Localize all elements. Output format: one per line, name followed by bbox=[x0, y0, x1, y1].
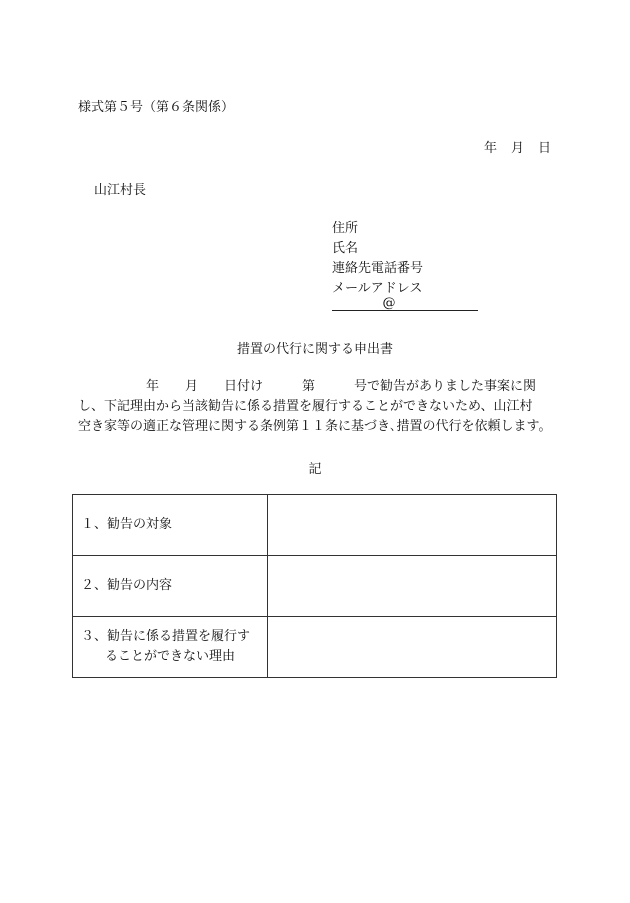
row-label-reason bbox=[73, 617, 268, 678]
address-label: 住所 bbox=[332, 221, 359, 236]
document-title: 措置の代行に関する申出書 bbox=[236, 342, 393, 357]
table-row bbox=[73, 617, 557, 678]
phone-label: 連絡先電話番号 bbox=[332, 261, 424, 276]
row-label-reason-line-1: ３、勧告に係る措置を履行す bbox=[81, 629, 251, 644]
email-field[interactable] bbox=[332, 296, 478, 311]
row-value-content[interactable] bbox=[268, 556, 557, 617]
request-body bbox=[78, 377, 556, 437]
email-label: メールアドレス bbox=[332, 281, 423, 296]
body-line-1: 年 月 日付け 第 号で勧告がありました事案に関 bbox=[146, 379, 537, 394]
ki-heading: 記 bbox=[308, 462, 322, 477]
table-row bbox=[73, 556, 557, 617]
body-line-2: し、下記理由から当該勧告に係る措置を履行することができないため、山江村 bbox=[78, 399, 533, 414]
row-label-target: １、勧告の対象 bbox=[73, 495, 268, 556]
row-value-reason[interactable] bbox=[268, 617, 557, 678]
email-at-sign: @ bbox=[382, 296, 396, 311]
table-row bbox=[73, 495, 557, 556]
date-day: 日 bbox=[538, 141, 552, 156]
date-month: 月 bbox=[511, 141, 525, 156]
details-table bbox=[72, 494, 557, 678]
date-year: 年 bbox=[484, 141, 498, 156]
row-value-target[interactable] bbox=[268, 495, 557, 556]
body-line-3: 空き家等の適正な管理に関する条例第１１条に基づき､措置の代行を依頼します。 bbox=[78, 419, 552, 434]
row-label-content: ２、勧告の内容 bbox=[73, 556, 268, 617]
name-label: 氏名 bbox=[332, 241, 359, 256]
addressee: 山江村長 bbox=[94, 183, 147, 198]
submission-date bbox=[484, 137, 551, 156]
form-number: 様式第５号（第６条関係） bbox=[78, 100, 235, 115]
row-label-reason-line-2: ることができない理由 bbox=[105, 649, 236, 664]
